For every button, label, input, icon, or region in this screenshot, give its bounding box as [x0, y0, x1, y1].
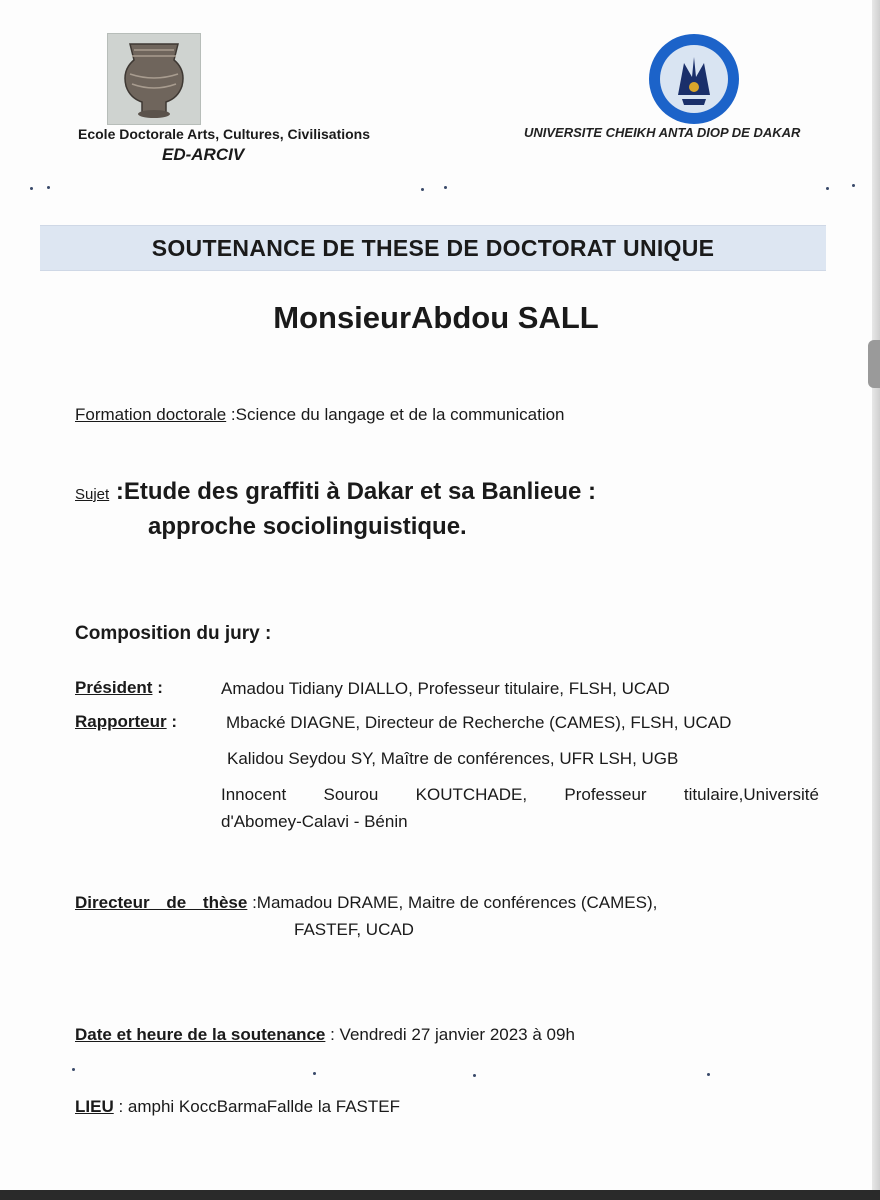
subject-label: Sujet: [75, 486, 110, 503]
scan-speck: [421, 188, 424, 191]
subject-line-1: [75, 478, 596, 506]
date-label: Date et heure de la soutenance: [75, 1025, 326, 1044]
candidate-name: MonsieurAbdou SALL: [273, 300, 599, 335]
school-name: Ecole Doctorale Arts, Cultures, Civilisations: [78, 126, 371, 142]
scan-speck: [444, 186, 447, 189]
title-banner: [40, 225, 826, 271]
director-text-1: :Mamadou DRAME, Maitre de conférences (CAMES),: [247, 893, 658, 912]
scan-speck: [30, 187, 33, 190]
place-line: [75, 1097, 400, 1117]
scan-speck: [707, 1073, 710, 1076]
president-label-line: [75, 678, 163, 698]
university-seal-logo: [648, 33, 740, 125]
president-value: Amadou Tidiany DIALLO, Professeur titulaire, FLSH, UCAD: [221, 679, 670, 698]
subject-text-1: :Etude des graffiti à Dakar et sa Banlieue :: [109, 478, 597, 505]
university-name: UNIVERSITE CHEIKH ANTA DIOP DE DAKAR: [524, 125, 801, 140]
place-label: LIEU: [75, 1097, 114, 1116]
rapporteur-3-affiliation: d'Abomey-Calavi - Bénin: [221, 812, 408, 831]
director-label: Directeur de thèse: [75, 893, 248, 912]
scroll-tab: [868, 340, 880, 388]
formation-value: :Science du langage et de la communication: [226, 405, 565, 424]
date-value: : Vendredi 27 janvier 2023 à 09h: [325, 1025, 575, 1044]
scan-speck: [47, 186, 50, 189]
formation-line: [75, 405, 565, 425]
rapporteur-2: Kalidou Seydou SY, Maître de conférences, UFR LSH, UGB: [227, 749, 679, 768]
page-edge: [872, 0, 880, 1190]
rapporteur-label: Rapporteur: [75, 712, 167, 731]
president-label: Président: [75, 678, 153, 697]
scan-speck: [473, 1074, 476, 1077]
director-text-2: FASTEF, UCAD: [294, 920, 414, 939]
vase-logo: [107, 33, 201, 125]
rapporteur-colon: :: [166, 712, 178, 731]
rapporteur-1: Mbacké DIAGNE, Directeur de Recherche (CAMES), FLSH, UCAD: [226, 713, 732, 732]
scan-speck: [826, 187, 829, 190]
rapporteur-3: Innocent Sourou KOUTCHADE, Professeur titulaire,Université: [221, 785, 819, 804]
scan-speck: [72, 1068, 75, 1071]
jury-heading: Composition du jury :: [75, 623, 272, 644]
scan-speck: [313, 1072, 316, 1075]
school-code: ED-ARCIV: [162, 145, 245, 164]
president-colon: :: [152, 678, 163, 697]
place-value: : amphi KoccBarmaFallde la FASTEF: [113, 1097, 401, 1116]
date-line: [75, 1025, 575, 1045]
subject-text-2: approche sociolinguistique.: [148, 513, 467, 540]
document-title: SOUTENANCE DE THESE DE DOCTORAT UNIQUE: [151, 235, 715, 261]
scan-speck: [852, 184, 855, 187]
formation-label: Formation doctorale: [75, 405, 227, 424]
rapporteur-label-line: [75, 712, 177, 732]
director-line-1: [75, 893, 657, 913]
bottom-bar: [0, 1190, 880, 1200]
